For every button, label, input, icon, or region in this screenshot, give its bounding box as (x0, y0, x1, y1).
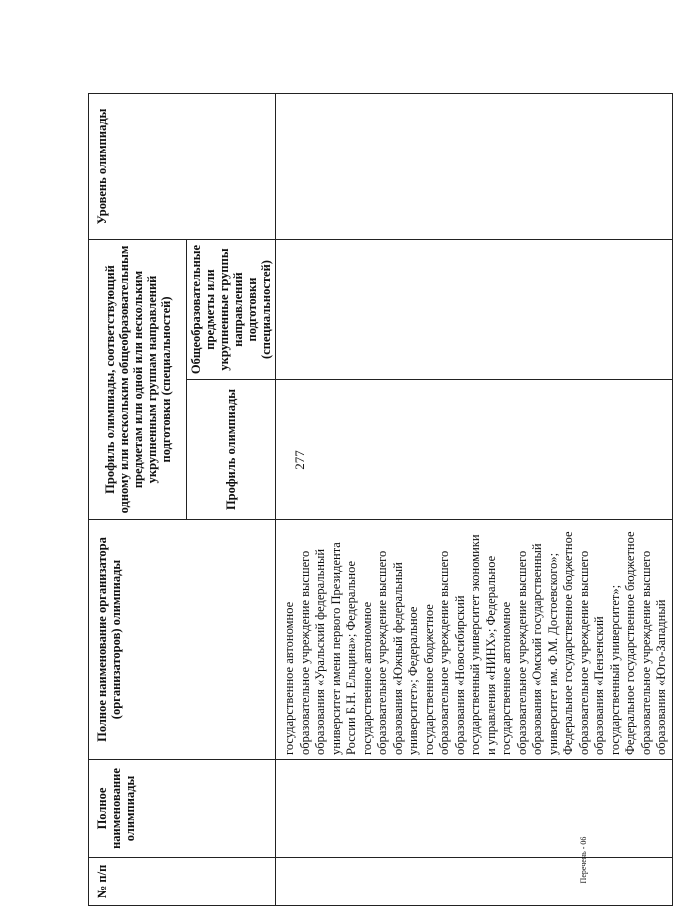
header-row-1 (89, 93, 187, 905)
organizer-line: и управления «НИНХ»; Федеральное (483, 555, 498, 755)
organizer-line: университет имени первого Президента (328, 542, 343, 755)
organizer-line: государственное автономное (499, 601, 513, 755)
organizer-line: государственный университет»; (607, 584, 622, 755)
header-organizer: Полное наименование организатора (организаторов) олимпиады (89, 520, 276, 760)
cell-full-name (276, 760, 673, 858)
organizer-line: государственное автономное (359, 601, 374, 755)
olympiad-table (88, 93, 673, 906)
organizer-line: образования «Уральский федеральный (313, 548, 327, 755)
organizer-line: образования «Новосибирский (452, 595, 467, 755)
organizer-line: образовательное учреждение высшего (638, 550, 653, 755)
olympiad-table-rotated (88, 94, 668, 906)
organizer-line: Федеральное государственное бюджетное (623, 531, 637, 755)
header-profile: Профиль олимпиады (187, 380, 276, 520)
header-subjects: Общеобразовательные предметы или укрупненные группы направлений подготовки (специальностей) (187, 239, 276, 379)
organizer-text (282, 524, 670, 755)
organizer-line: образовательное учреждение высшего (437, 550, 451, 755)
organizer-line: образовательное учреждение высшего (514, 550, 529, 755)
organizer-line: образовательное учреждение высшего (375, 550, 389, 755)
footer-note: Перечень - 06 (579, 836, 588, 884)
organizer-line: университет»; Федеральное (406, 606, 420, 755)
header-level: Уровень олимпиады (89, 93, 276, 239)
header-num: № п/п (89, 858, 276, 906)
organizer-line: образования «Южный федеральный (390, 562, 405, 755)
header-full-name: Полное наименование олимпиады (89, 760, 276, 858)
organizer-line: России Б.Н. Ельцина»; Федеральное (344, 560, 358, 755)
organizer-line: образовательное учреждение высшего (297, 550, 312, 755)
organizer-line: государственное автономное (282, 601, 296, 755)
cell-subjects (276, 239, 673, 379)
organizer-line: государственное бюджетное (421, 604, 436, 755)
cell-num (276, 858, 673, 906)
organizer-line: государственный университет экономики (468, 534, 482, 755)
organizer-line: образования «Юго-Западный (654, 599, 668, 755)
organizer-line: образования «Омский государственный (530, 543, 544, 755)
header-profile-group: Профиль олимпиады, соответствующий одному или нескольким общеобразовательным предметам или одной или нескольким укрупненным группам направлений подготовки (специальностей) (89, 239, 187, 519)
organizer-line: образовательное учреждение высшего (576, 550, 591, 755)
cell-profile (276, 380, 673, 520)
organizer-line: Федеральное государственное бюджетное (561, 531, 575, 755)
page-number: 277 (292, 450, 307, 470)
organizer-line: университет им. Ф.М. Достоевского»; (545, 552, 560, 755)
organizer-line: образования «Пензенский (592, 616, 606, 755)
cell-organizer (276, 520, 673, 760)
table-row (276, 93, 673, 905)
cell-level (276, 93, 673, 239)
